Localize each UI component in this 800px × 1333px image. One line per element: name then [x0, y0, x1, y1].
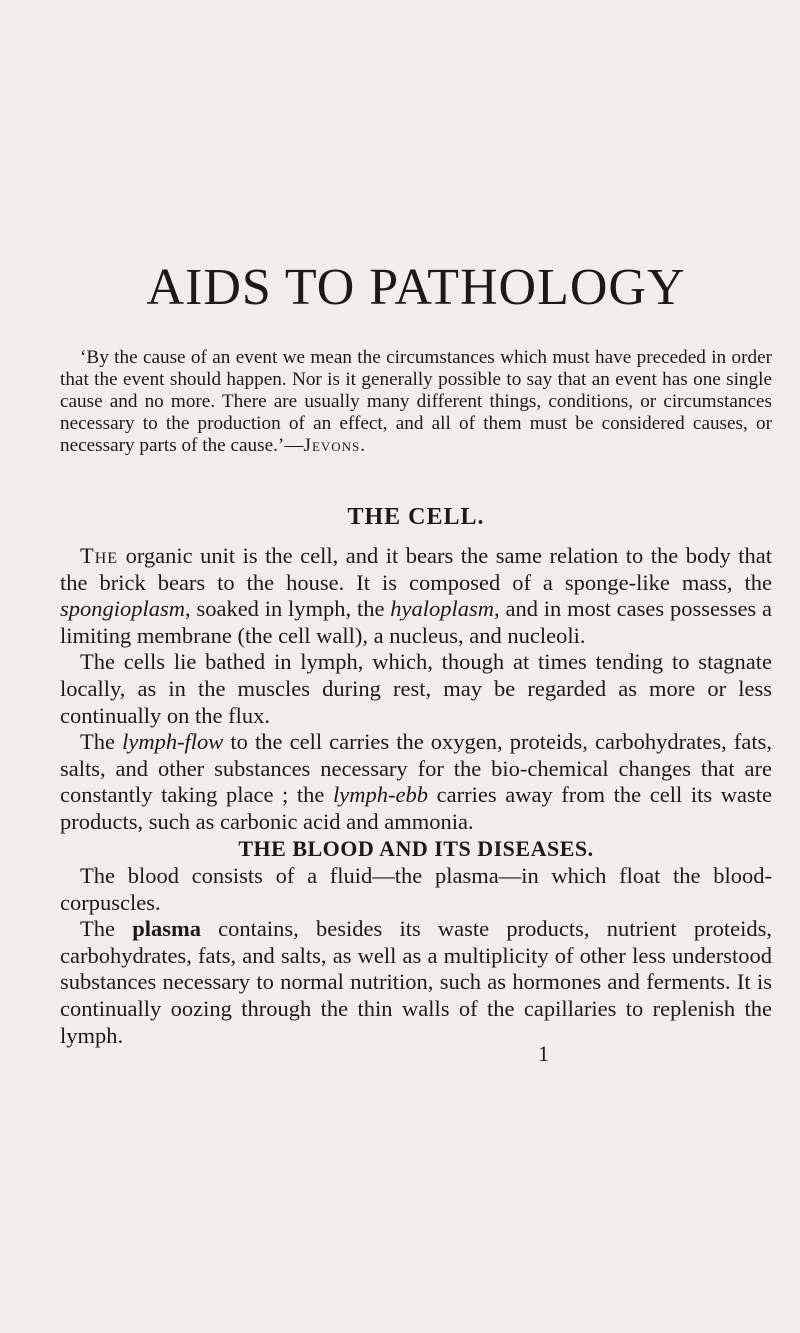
- term-lymph-flow: lymph-flow: [122, 729, 224, 755]
- cell-paragraph-lead: The: [80, 543, 119, 568]
- cell-paragraph-3: [60, 729, 772, 835]
- cell-paragraph-1: [60, 543, 772, 649]
- term-spongioplasm: spongioplasm: [60, 596, 186, 622]
- epigraph-text: ‘By the cause of an event we mean the circumstances which must have preceded in order that the event should happen. Nor is it generally possible to say that an event has one single cause and no more. There are usually many different things, conditions, or circumstances necessary to the production of an effect, and all of them must be considered causes, or necessary parts of the cause.’—: [60, 347, 772, 456]
- epigraph-quote: [60, 347, 772, 457]
- cell-p3-text-1: The: [80, 729, 123, 755]
- section-heading-cell: THE CELL.: [347, 504, 485, 530]
- cell-paragraph-2: The cells lie bathed in lymph, which, though at times tending to stagnate locally, as in the muscles during rest, may be regarded as more or less continually on the flux.: [60, 649, 772, 728]
- book-page: [60, 0, 772, 1333]
- section-heading-blood: THE BLOOD AND ITS DISEASES.: [238, 836, 594, 861]
- term-hyaloplasm: hyaloplasm: [390, 596, 495, 622]
- epigraph-author: Jevons.: [303, 435, 367, 456]
- cell-p1-text-2: , soaked in lymph, the: [185, 596, 391, 622]
- term-plasma: plasma: [132, 916, 201, 942]
- cell-p3-text-2: to the cell carries the oxygen, proteids, carbohydrates, fats, salts, and other substances necessary for the bio-chemical changes that are constantly taking place ; the: [60, 729, 772, 808]
- cell-p1-text-1: organic unit is the cell, and it bears the same relation to the body that the brick bears to the house. It is composed of a sponge-like mass, the: [60, 543, 772, 595]
- blood-p2-text-1: The: [80, 916, 133, 942]
- page-number: 1: [538, 1041, 549, 1066]
- term-lymph-ebb: lymph-ebb: [333, 782, 429, 808]
- blood-p2-text-2: contains, besides its waste products, nutrient proteids, carbohydrates, fats, and salts, as well as a multiplicity of other less understood substances necessary to normal nutrition, such as hormones and ferments. It is continually oozing through the thin walls of the capillaries to replenish the lymph.: [60, 916, 772, 1048]
- blood-paragraph-2: [60, 916, 772, 1049]
- blood-paragraph-1: The blood consists of a fluid—the plasma—in which float the blood-corpuscles.: [60, 863, 772, 915]
- cell-p1-text-3: , and in most cases possesses a limiting membrane (the cell wall), a nucleus, and nucleoli.: [60, 596, 772, 648]
- section-blood: [60, 863, 772, 1049]
- cell-p3-text-3: carries away from the cell its waste products, such as carbonic acid and ammonia.: [60, 782, 772, 834]
- section-cell: [60, 543, 772, 836]
- book-title: AIDS TO PATHOLOGY: [146, 259, 686, 316]
